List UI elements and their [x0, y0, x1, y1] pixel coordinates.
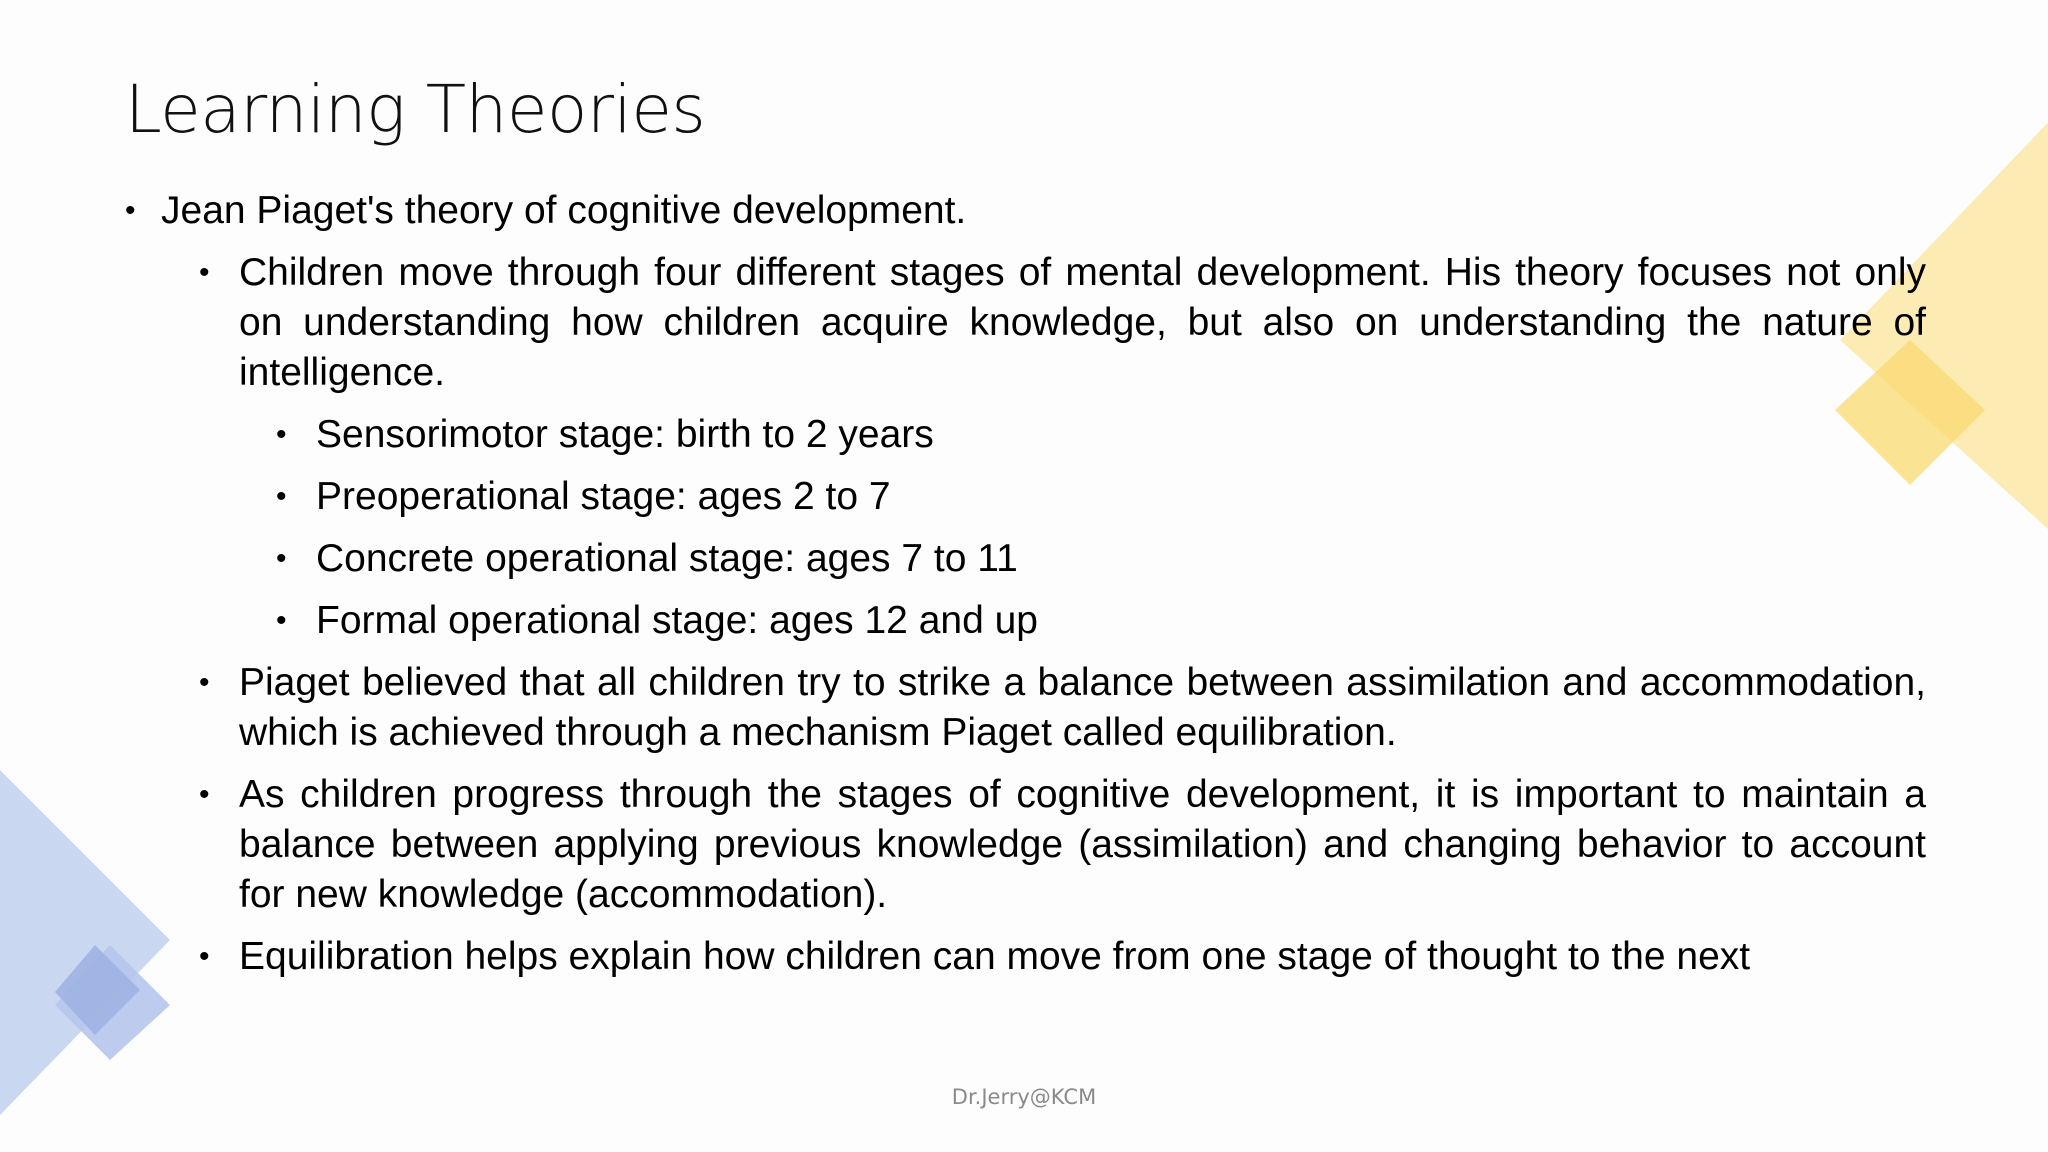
bullet-dot-icon: • — [276, 480, 287, 513]
bullet-dot-icon: • — [276, 542, 287, 575]
bullet-dot-icon: • — [276, 604, 287, 637]
bullet-text: Equilibration helps explain how children can move from one stage of thought to the next — [239, 935, 1751, 978]
bullet-item — [199, 770, 1926, 920]
bullet-text: Jean Piaget's theory of cognitive development. — [161, 189, 967, 232]
bullet-item — [120, 186, 1926, 236]
bullet-item — [276, 410, 1926, 460]
bullet-item — [276, 534, 1926, 584]
bullet-dot-icon: • — [199, 778, 210, 811]
slide-footer: Dr.Jerry@KCM — [951, 1085, 1097, 1109]
bullet-text: Children move through four different stages of mental development. His theory focuses not only on understanding how children acquire knowledge, but also on understanding the nature of intelligence. — [239, 251, 1926, 394]
bullet-dot-icon: • — [199, 940, 210, 973]
slide-title: Learning Theories — [125, 71, 706, 148]
bullet-text: Preoperational stage: ages 2 to 7 — [316, 475, 891, 518]
bullet-text: Concrete operational stage: ages 7 to 11 — [316, 537, 1018, 580]
bullet-item — [199, 248, 1926, 398]
bullet-item — [199, 932, 1926, 982]
bullet-dot-icon: • — [125, 194, 136, 227]
bullet-text: Piaget believed that all children try to strike a balance between assimilation and accommodation, which is achieved through a mechanism Piaget called equilibration. — [239, 661, 1926, 754]
bullet-text: As children progress through the stages of cognitive development, it is important to maintain a balance between applying previous knowledge (assimilation) and changing behavior to account for new knowledge (accommodation). — [239, 773, 1926, 916]
bullet-list — [120, 186, 1926, 994]
bullet-item — [199, 658, 1926, 758]
bullet-text: Sensorimotor stage: birth to 2 years — [316, 413, 934, 456]
bullet-dot-icon: • — [276, 418, 287, 451]
bullet-dot-icon: • — [199, 666, 210, 699]
bullet-item — [276, 472, 1926, 522]
bullet-text: Formal operational stage: ages 12 and up — [316, 599, 1038, 642]
bullet-dot-icon: • — [199, 256, 210, 289]
bullet-item — [276, 596, 1926, 646]
